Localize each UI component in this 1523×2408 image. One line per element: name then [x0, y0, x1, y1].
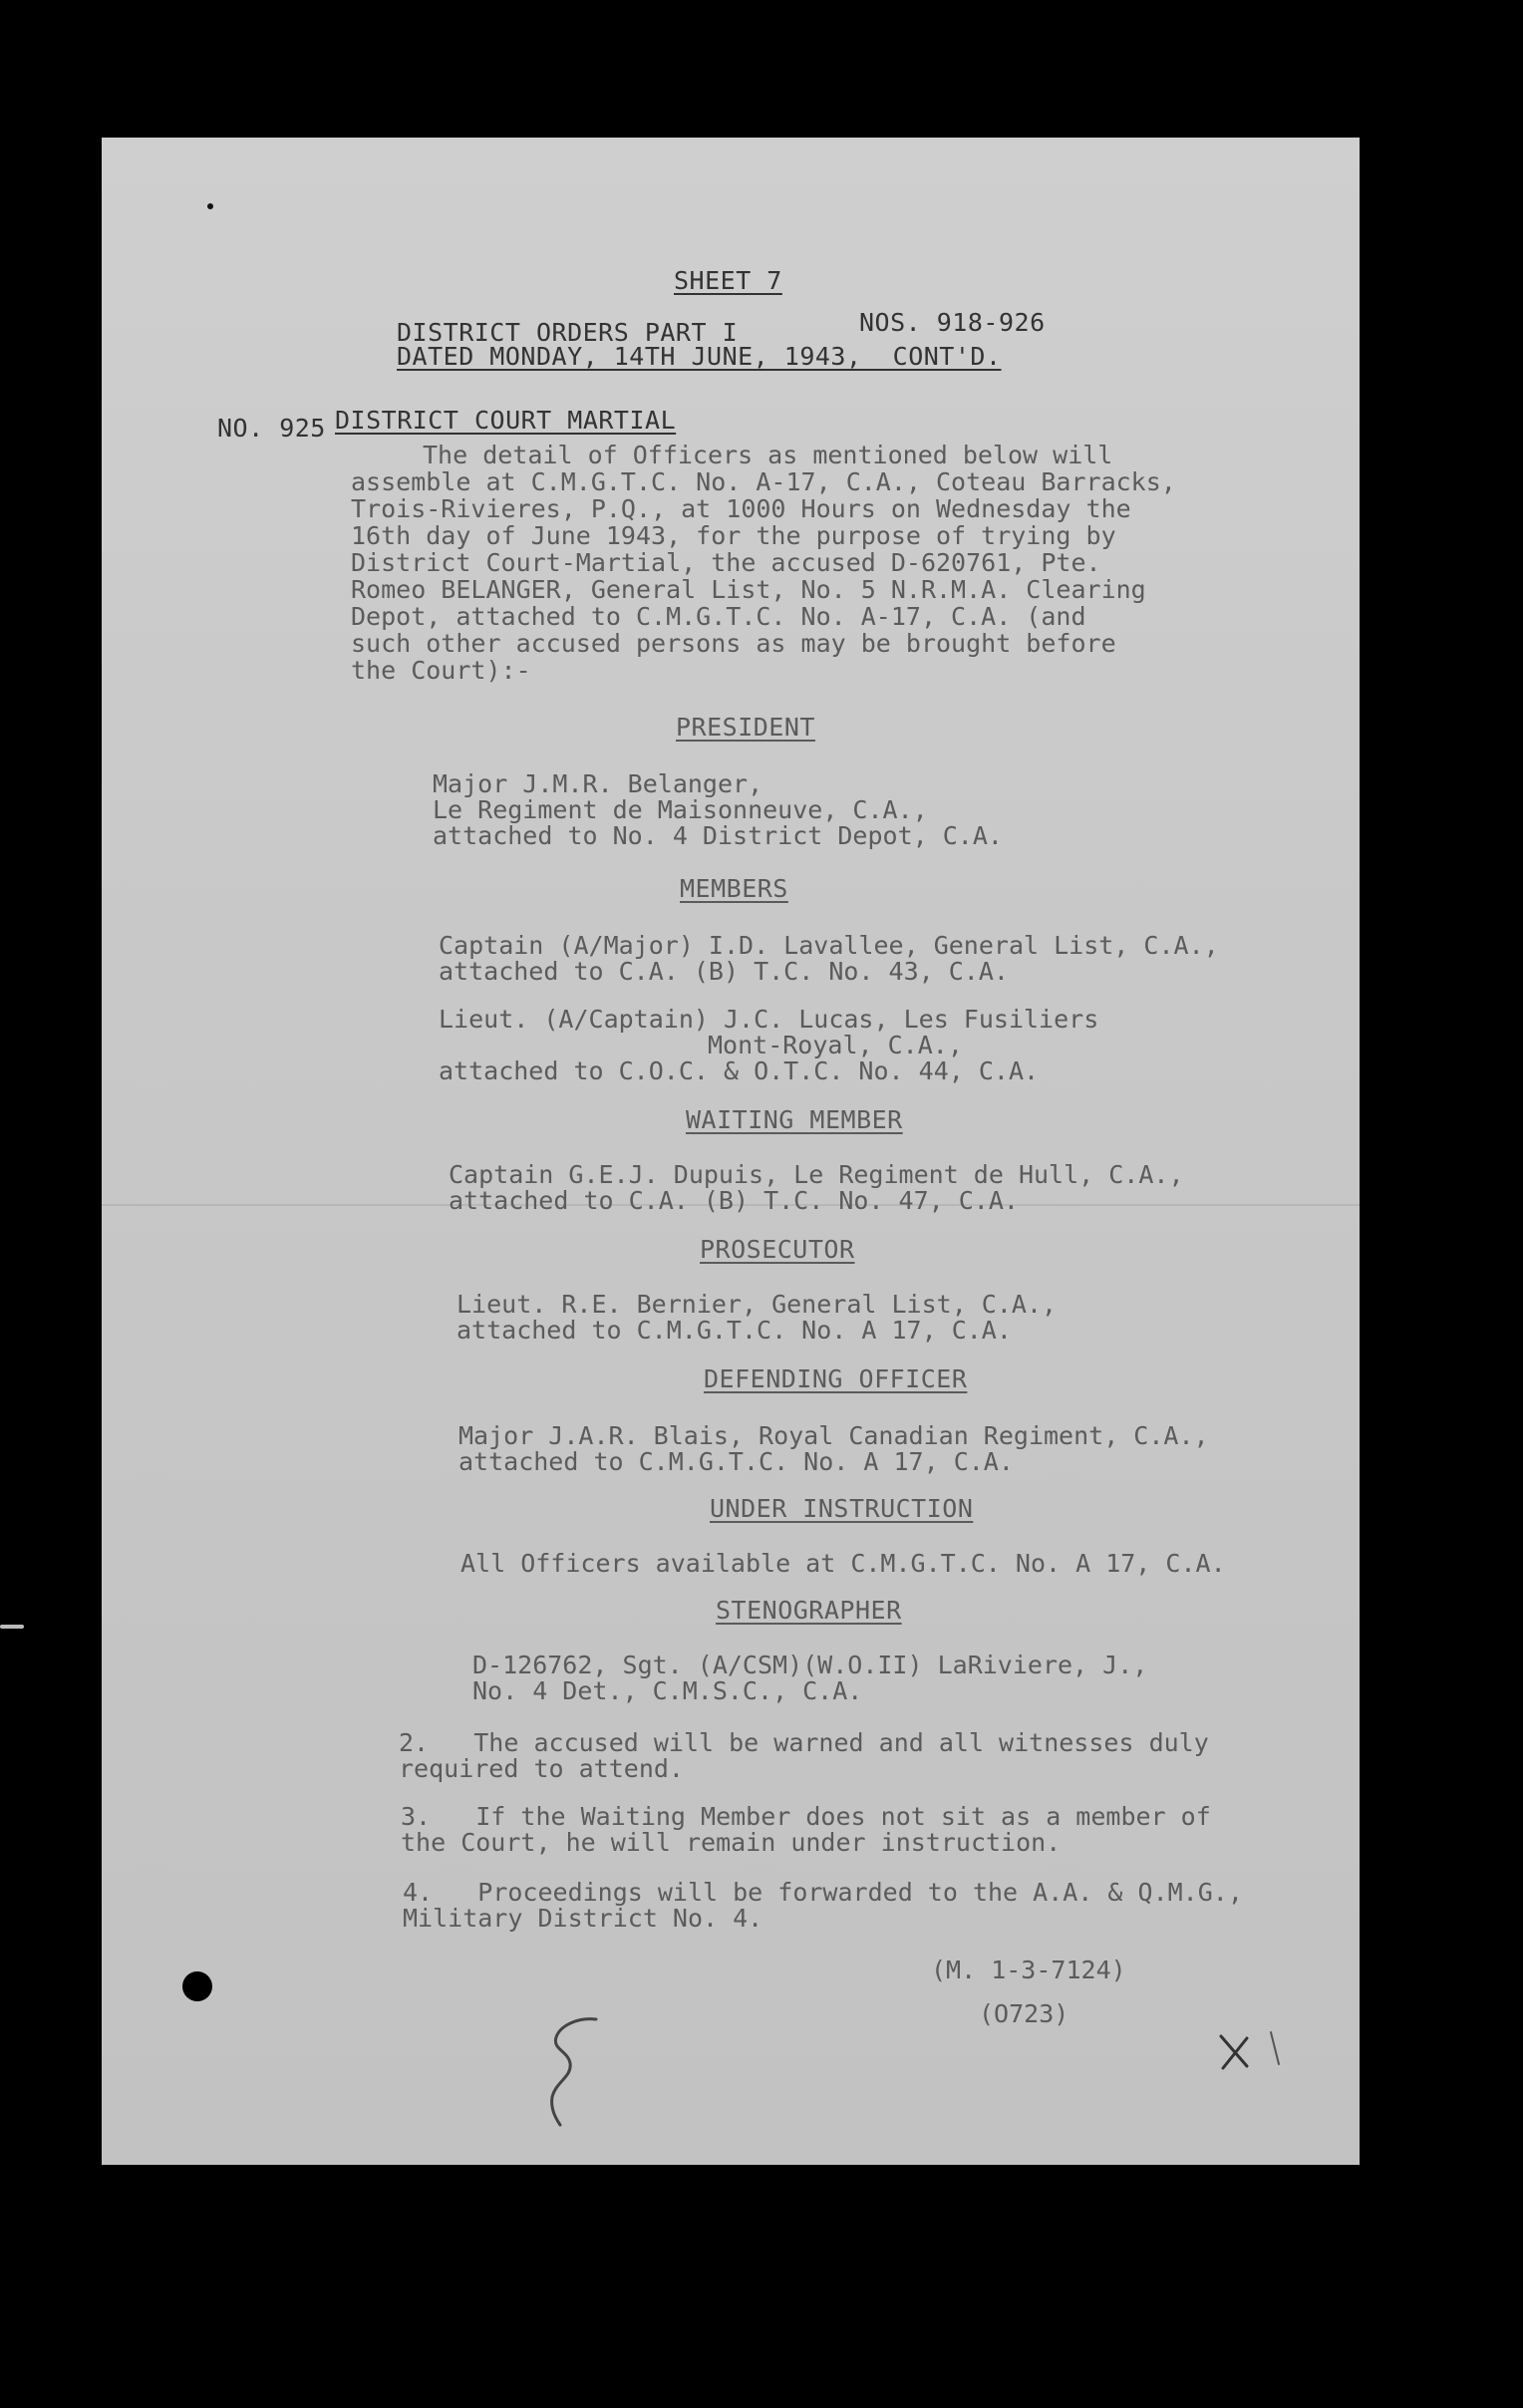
waiting-member-heading: WAITING MEMBER	[686, 1105, 903, 1134]
header-line-2: DATED MONDAY, 14TH JUNE, 1943, CONT'D.	[397, 342, 1002, 371]
intro-line: Depot, attached to C.M.G.T.C. No. A-17, C.A. (and	[351, 602, 1086, 631]
defending-officer-line: attached to C.M.G.T.C. No. A 17, C.A.	[458, 1447, 1014, 1476]
document-page	[102, 138, 1360, 2165]
under-instruction-line: All Officers available at C.M.G.T.C. No. A 17, C.A.	[460, 1549, 1226, 1578]
member-line: Lieut. (A/Captain) J.C. Lucas, Les Fusiliers	[439, 1005, 1099, 1034]
prosecutor-line: attached to C.M.G.T.C. No. A 17, C.A.	[457, 1316, 1012, 1345]
paragraph-2: 2. The accused will be warned and all witnesses duly	[399, 1728, 1209, 1757]
paragraph-2: required to attend.	[399, 1754, 684, 1783]
stenographer-line: D-126762, Sgt. (A/CSM)(W.O.II) LaRiviere, J.,	[472, 1651, 1148, 1679]
paragraph-3: the Court, he will remain under instruction.	[401, 1828, 1062, 1857]
intro-line: assemble at C.M.G.T.C. No. A-17, C.A., Coteau Barracks,	[351, 467, 1176, 496]
order-number: NO. 925	[217, 414, 326, 443]
order-title: DISTRICT COURT MARTIAL	[335, 406, 677, 435]
prosecutor-line: Lieut. R.E. Bernier, General List, C.A.,	[457, 1290, 1058, 1319]
intro-line: The detail of Officers as mentioned below will	[423, 441, 1113, 469]
intro-line: such other accused persons as may be brought before	[351, 629, 1116, 658]
intro-line: 16th day of June 1943, for the purpose of trying by	[351, 521, 1116, 550]
stenographer-heading: STENOGRAPHER	[716, 1596, 902, 1625]
waiting-member-line: Captain G.E.J. Dupuis, Le Regiment de Hull, C.A.,	[449, 1160, 1184, 1189]
edge-mark	[0, 1625, 24, 1629]
member-line: attached to C.A. (B) T.C. No. 43, C.A.	[439, 957, 1009, 986]
sheet-number: SHEET 7	[674, 266, 782, 295]
member-line: Mont-Royal, C.A.,	[708, 1031, 963, 1059]
intro-line: Romeo BELANGER, General List, No. 5 N.R.M.A. Clearing	[351, 575, 1146, 604]
footer-code: (O723)	[979, 1999, 1069, 2028]
footer-reference: (M. 1-3-7124)	[931, 1956, 1126, 1984]
stenographer-line: No. 4 Det., C.M.S.C., C.A.	[472, 1676, 863, 1705]
member-line: Captain (A/Major) I.D. Lavallee, General List, C.A.,	[439, 931, 1219, 960]
pen-scribble	[538, 2011, 608, 2131]
members-heading: MEMBERS	[680, 874, 788, 903]
paragraph-4: 4. Proceedings will be forwarded to the A.A. & Q.M.G.,	[403, 1878, 1243, 1907]
waiting-member-line: attached to C.A. (B) T.C. No. 47, C.A.	[449, 1186, 1019, 1215]
president-heading: PRESIDENT	[676, 713, 815, 742]
member-line: attached to C.O.C. & O.T.C. No. 44, C.A.	[439, 1056, 1040, 1085]
defending-officer-line: Major J.A.R. Blais, Royal Canadian Regiment, C.A.,	[458, 1421, 1209, 1450]
president-line: Major J.M.R. Belanger,	[433, 769, 763, 798]
paragraph-4: Military District No. 4.	[403, 1904, 763, 1933]
president-line: attached to No. 4 District Depot, C.A.	[433, 821, 1003, 850]
header-line-1: DISTRICT ORDERS PART I	[397, 318, 739, 347]
header-nos: NOS. 918-926	[859, 308, 1046, 337]
president-line: Le Regiment de Maisonneuve, C.A.,	[433, 795, 928, 824]
intro-line: District Court-Martial, the accused D-620761, Pte.	[351, 548, 1101, 577]
under-instruction-heading: UNDER INSTRUCTION	[710, 1494, 974, 1523]
paper-speck	[207, 203, 213, 209]
punch-hole	[182, 1971, 212, 2001]
defending-officer-heading: DEFENDING OFFICER	[704, 1364, 968, 1393]
paragraph-3: 3. If the Waiting Member does not sit as a member of	[401, 1802, 1211, 1831]
x-mark	[1213, 2026, 1293, 2076]
intro-line: the Court):-	[351, 656, 531, 685]
intro-line: Trois-Rivieres, P.Q., at 1000 Hours on Wednesday the	[351, 494, 1131, 523]
prosecutor-heading: PROSECUTOR	[700, 1235, 855, 1264]
